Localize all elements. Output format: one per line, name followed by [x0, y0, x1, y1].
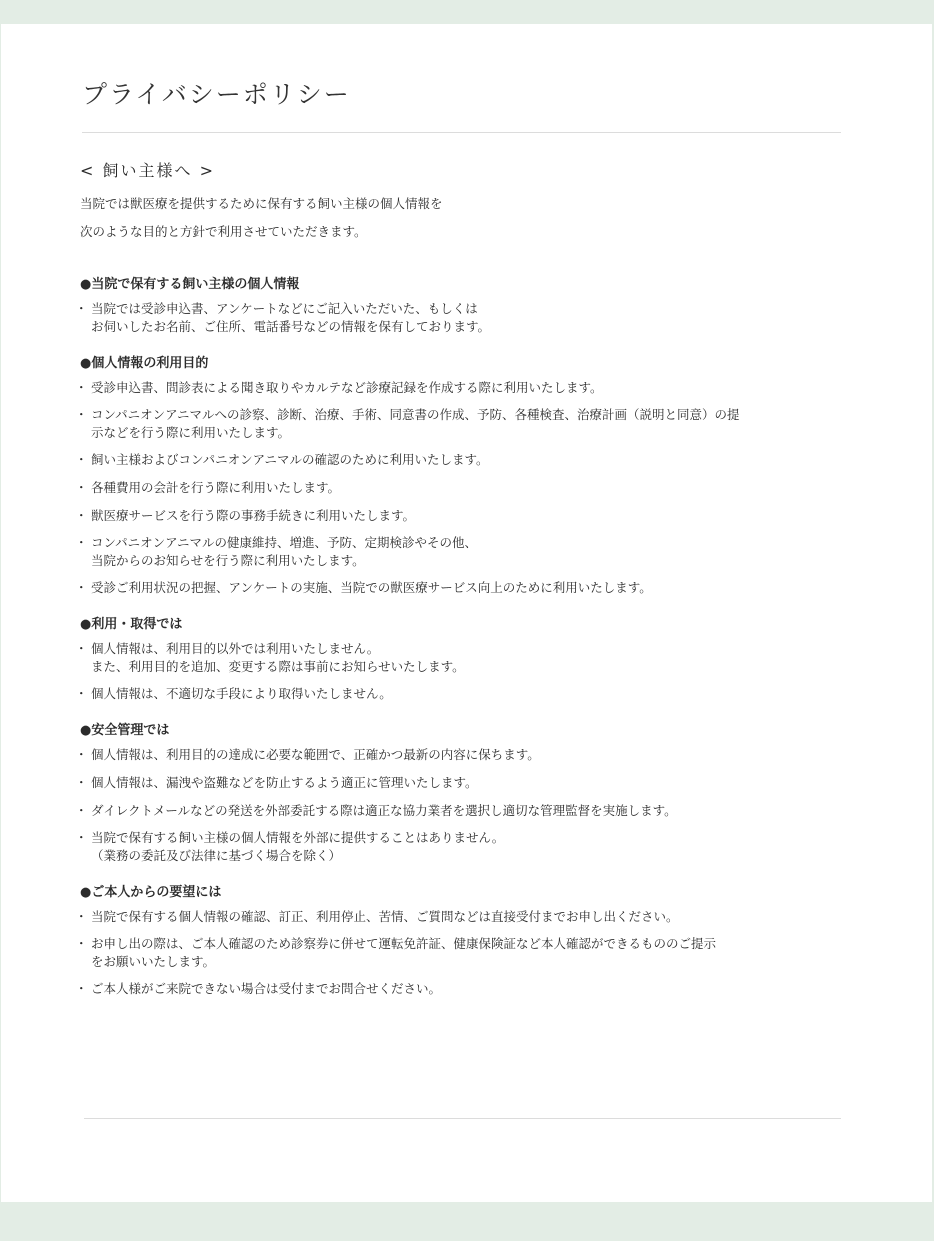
section-title: ●当院で保有する飼い主様の個人情報 [80, 277, 300, 292]
item-text-line: ・ 当院で保有する飼い主様の個人情報を外部に提供することはありません。 [91, 830, 505, 845]
section-items [80, 379, 840, 597]
list-item [80, 300, 840, 336]
policy-sections [80, 274, 840, 998]
intro-line: 次のような目的と方針で利用させていただきます。 [80, 224, 367, 239]
item-text-line: お伺いしたお名前、ご住所、電話番号などの情報を保有しております。 [91, 319, 491, 334]
list-item [80, 579, 840, 597]
item-text-line: ・ 個人情報は、不適切な手段により取得いたしません。 [91, 686, 392, 701]
list-item [80, 379, 840, 397]
item-text-line: ・ コンパニオンアニマルの健康維持、増進、予防、定期検診やその他、 [91, 535, 478, 550]
list-item [80, 685, 840, 703]
footer-divider [84, 1118, 841, 1119]
policy-section [80, 882, 840, 998]
intro-text [80, 190, 840, 246]
section-items [80, 640, 840, 703]
item-text-line: ・ ご本人様がご来院できない場合は受付までお問合せください。 [91, 981, 442, 996]
item-text-line: ・ 獣医療サービスを行う際の事務手続きに利用いたします。 [91, 508, 416, 523]
item-text-line: ・ 当院では受診申込書、アンケートなどにご記入いただいた、もしくは [91, 301, 478, 316]
list-item [80, 980, 840, 998]
list-item [80, 935, 840, 971]
list-item [80, 774, 840, 792]
item-text-line: ・ コンパニオンアニマルへの診察、診断、治療、手術、同意書の作成、予防、各種検査、治療計画（説明と同意）の提 [91, 407, 740, 422]
policy-section [80, 720, 840, 865]
section-title: ●個人情報の利用目的 [80, 356, 209, 371]
item-text-line: ・ 個人情報は、利用目的の達成に必要な範囲で、正確かつ最新の内容に保ちます。 [91, 747, 540, 762]
list-item [80, 451, 840, 469]
item-text-line: ・ 受診申込書、問診表による聞き取りやカルテなど診療記録を作成する際に利用いたします。 [91, 380, 603, 395]
intro-line: 当院では獣医療を提供するために保有する飼い主様の個人情報を [80, 196, 443, 211]
list-item [80, 802, 840, 820]
list-item [80, 908, 840, 926]
page-title: プライバシーポリシー [82, 80, 351, 109]
section-title: ●安全管理では [80, 723, 170, 738]
item-text-line: 当院からのお知らせを行う際に利用いたします。 [91, 553, 365, 568]
item-text-line: また、利用目的を追加、変更する際は事前にお知らせいたします。 [91, 659, 465, 674]
audience-subtitle: < 飼い主様へ > [80, 161, 215, 180]
item-text-line: ・ 当院で保有する個人情報の確認、訂正、利用停止、苦情、ご質問などは直接受付までお申し出ください。 [91, 909, 679, 924]
title-divider [82, 132, 841, 133]
item-text-line: をお願いいたします。 [91, 954, 216, 969]
policy-section [80, 614, 840, 703]
policy-section [80, 353, 840, 597]
list-item [80, 829, 840, 865]
item-text-line: （業務の委託及び法律に基づく場合を除く） [91, 848, 342, 863]
section-items [80, 746, 840, 865]
list-item [80, 406, 840, 442]
list-item [80, 507, 840, 525]
item-text-line: ・ 各種費用の会計を行う際に利用いたします。 [91, 480, 341, 495]
item-text-line: ・ 受診ご利用状況の把握、アンケートの実施、当院での獣医療サービス向上のために利用いたします。 [91, 580, 652, 595]
item-text-line: 示などを行う際に利用いたします。 [91, 425, 291, 440]
item-text-line: ・ ダイレクトメールなどの発送を外部委託する際は適正な協力業者を選択し適切な管理監督を実施します。 [91, 803, 677, 818]
item-text-line: ・ 飼い主様およびコンパニオンアニマルの確認のために利用いたします。 [91, 452, 489, 467]
item-text-line: ・ 個人情報は、漏洩や盗難などを防止するよう適正に管理いたします。 [91, 775, 478, 790]
section-items [80, 908, 840, 998]
item-text-line: ・ お申し出の際は、ご本人確認のため診察券に併せて運転免許証、健康保険証など本人確認ができるもののご提示 [91, 936, 717, 951]
section-title: ●利用・取得では [80, 617, 183, 632]
item-text-line: ・ 個人情報は、利用目的以外では利用いたしません。 [91, 641, 380, 656]
list-item [80, 479, 840, 497]
list-item [80, 640, 840, 676]
list-item [80, 534, 840, 570]
policy-content [80, 160, 840, 998]
section-items [80, 300, 840, 336]
section-title: ●ご本人からの要望には [80, 885, 222, 900]
list-item [80, 746, 840, 764]
policy-section [80, 274, 840, 336]
